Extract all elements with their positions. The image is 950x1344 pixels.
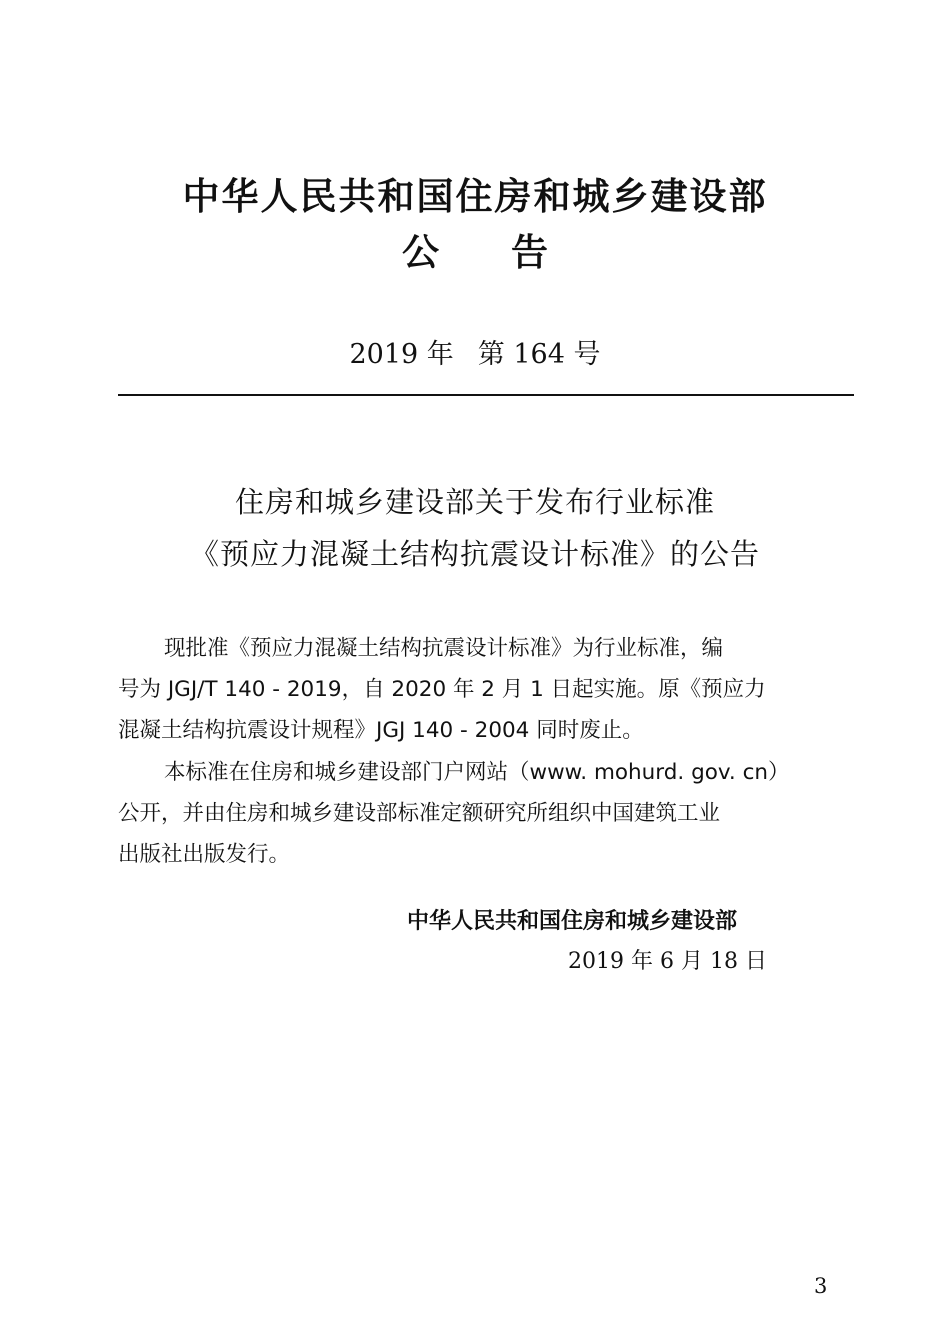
doc-type-char-1: 公 [402,231,439,274]
announcement-number [0,337,950,373]
paragraph-2-line: 公开，并由住房和城乡建设部标准定额研究所组织中国建筑工业 [118,801,721,826]
document-type-heading [0,228,950,278]
body-paragraph-2 [118,752,856,875]
announcement-no: 第 164 号 [477,339,601,370]
header-divider [118,394,854,396]
paragraph-1-line: 号为 JGJ/T 140 - 2019，自 2020 年 2 月 1 日起实施。原《预应力 [118,677,766,702]
paragraph-1-line: 现批准《预应力混凝土结构抗震设计标准》为行业标准，编 [164,636,724,661]
signature-organization: 中华人民共和国住房和城乡建设部 [407,909,738,934]
paragraph-2-line: 出版社出版发行。 [118,842,291,867]
title-line-1: 住房和城乡建设部关于发布行业标准 [234,485,715,519]
announcement-year: 2019 年 [349,339,454,370]
body-paragraph-1 [118,628,856,751]
doc-type-char-2: 告 [511,231,548,274]
title-line-2: 《预应力混凝土结构抗震设计标准》的公告 [189,537,760,571]
paragraph-2-line: 本标准在住房和城乡建设部门户网站（www. mohurd. gov. cn） [164,760,790,785]
page-number: 3 [814,1274,828,1298]
issuer-heading: 中华人民共和国住房和城乡建设部 [182,175,768,218]
signature-date: 2019 年 6 月 18 日 [568,949,767,974]
paragraph-1-line: 混凝土结构抗震设计规程》JGJ 140 - 2004 同时废止。 [118,718,644,743]
